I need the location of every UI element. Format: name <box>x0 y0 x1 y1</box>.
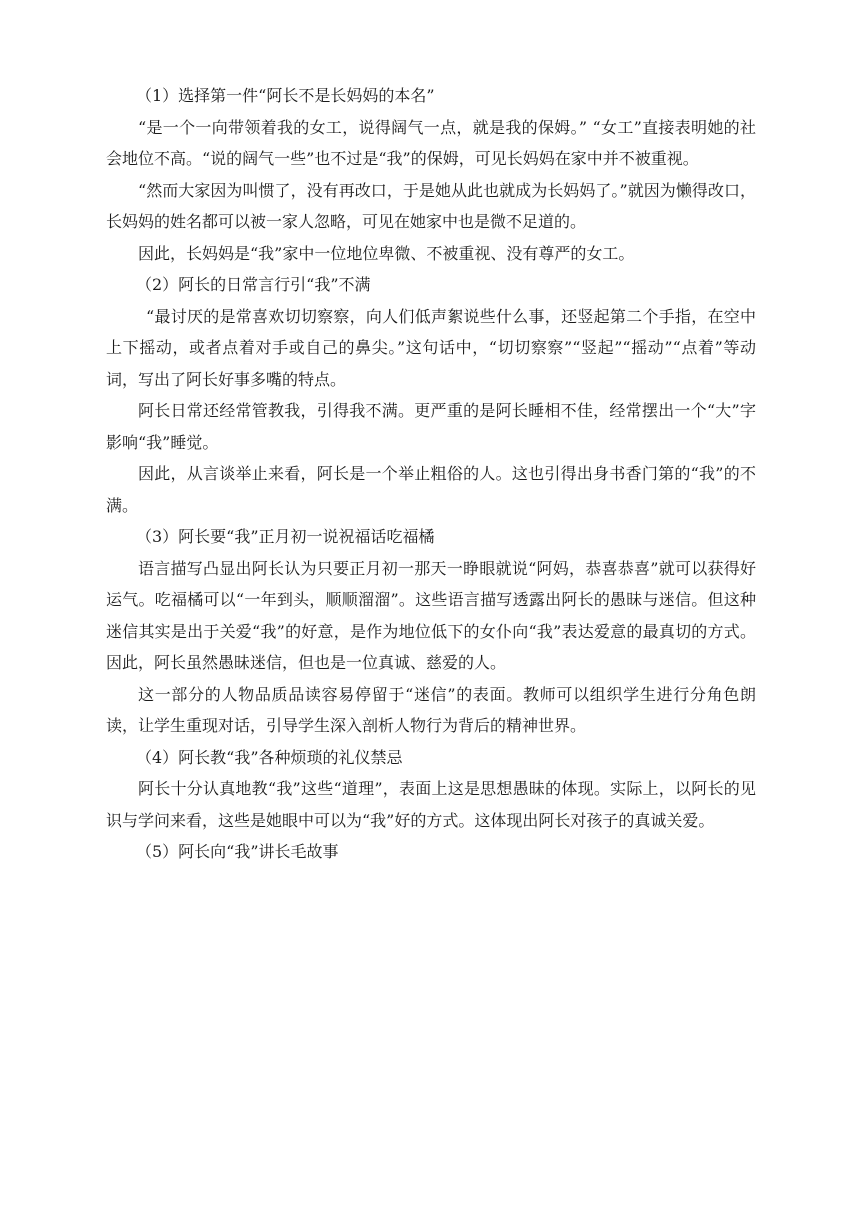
section-heading-3: （3）阿长要“我”正月初一说祝福话吃福橘 <box>136 527 435 546</box>
paragraph: 阿长十分认真地教“我”这些“道理”，表面上这是思想愚昧的体现。实际上，以阿长的见识与学问来看，这些是她眼中可以为“我”好的方式。这体现出阿长对孩子的真诚关爱。 <box>106 779 756 830</box>
paragraph: 因此，从言谈举止来看，阿长是一个举止粗俗的人。这也引得出身书香门第的“我”的不满。 <box>106 464 756 515</box>
section-heading-1: （1）选择第一件“阿长不是长妈妈的本名” <box>136 86 435 105</box>
paragraph: 这一部分的人物品质品读容易停留于“迷信”的表面。教师可以组织学生进行分角色朗读，让学生重现对话，引导学生深入剖析人物行为背后的精神世界。 <box>106 684 756 735</box>
paragraph: “然而大家因为叫惯了，没有再改口，于是她从此也就成为长妈妈了。”就因为懒得改口，长妈妈的姓名都可以被一家人忽略，可见在她家中也是微不足道的。 <box>106 180 756 231</box>
paragraph: “是一个一向带领着我的女工，说得阔气一点，就是我的保姆。” “女工”直接表明她的社会地位不高。“说的阔气一些”也不过是“我”的保姆，可见长妈妈在家中并不被重视。 <box>106 117 756 168</box>
paragraph: 语言描写凸显出阿长认为只要正月初一那天一睁眼就说“阿妈，恭喜恭喜”就可以获得好运气。吃福橘可以“一年到头，顺顺溜溜”。这些语言描写透露出阿长的愚昧与迷信。但这种迷信其实是出于关爱“我”的好意，是作为地位低下的女仆向“我”表达爱意的最真切的方式。因此，阿长虽然愚昧迷信，但也是一位真诚、慈爱的人。 <box>106 558 756 672</box>
paragraph: “最讨厌的是常喜欢切切察察，向人们低声絮说些什么事，还竖起第二个手指，在空中上下摇动，或者点着对手或自己的鼻尖。”这句话中，“切切察察”“竖起”“摇动”“点着”等动词，写出了阿长好事多嘴的特点。 <box>106 306 756 389</box>
section-heading-4: （4）阿长教“我”各种烦琐的礼仪禁忌 <box>136 747 403 767</box>
paragraph: 阿长日常还经常管教我，引得我不满。更严重的是阿长睡相不佳，经常摆出一个“大”字影响“我”睡觉。 <box>106 401 756 452</box>
document-body <box>106 80 756 868</box>
section-heading-5: （5）阿长向“我”讲长毛故事 <box>136 842 339 861</box>
section-heading-2: （2）阿长的日常言行引“我”不满 <box>136 275 371 294</box>
paragraph: 因此，长妈妈是“我”家中一位地位卑微、不被重视、没有尊严的女工。 <box>138 243 635 263</box>
